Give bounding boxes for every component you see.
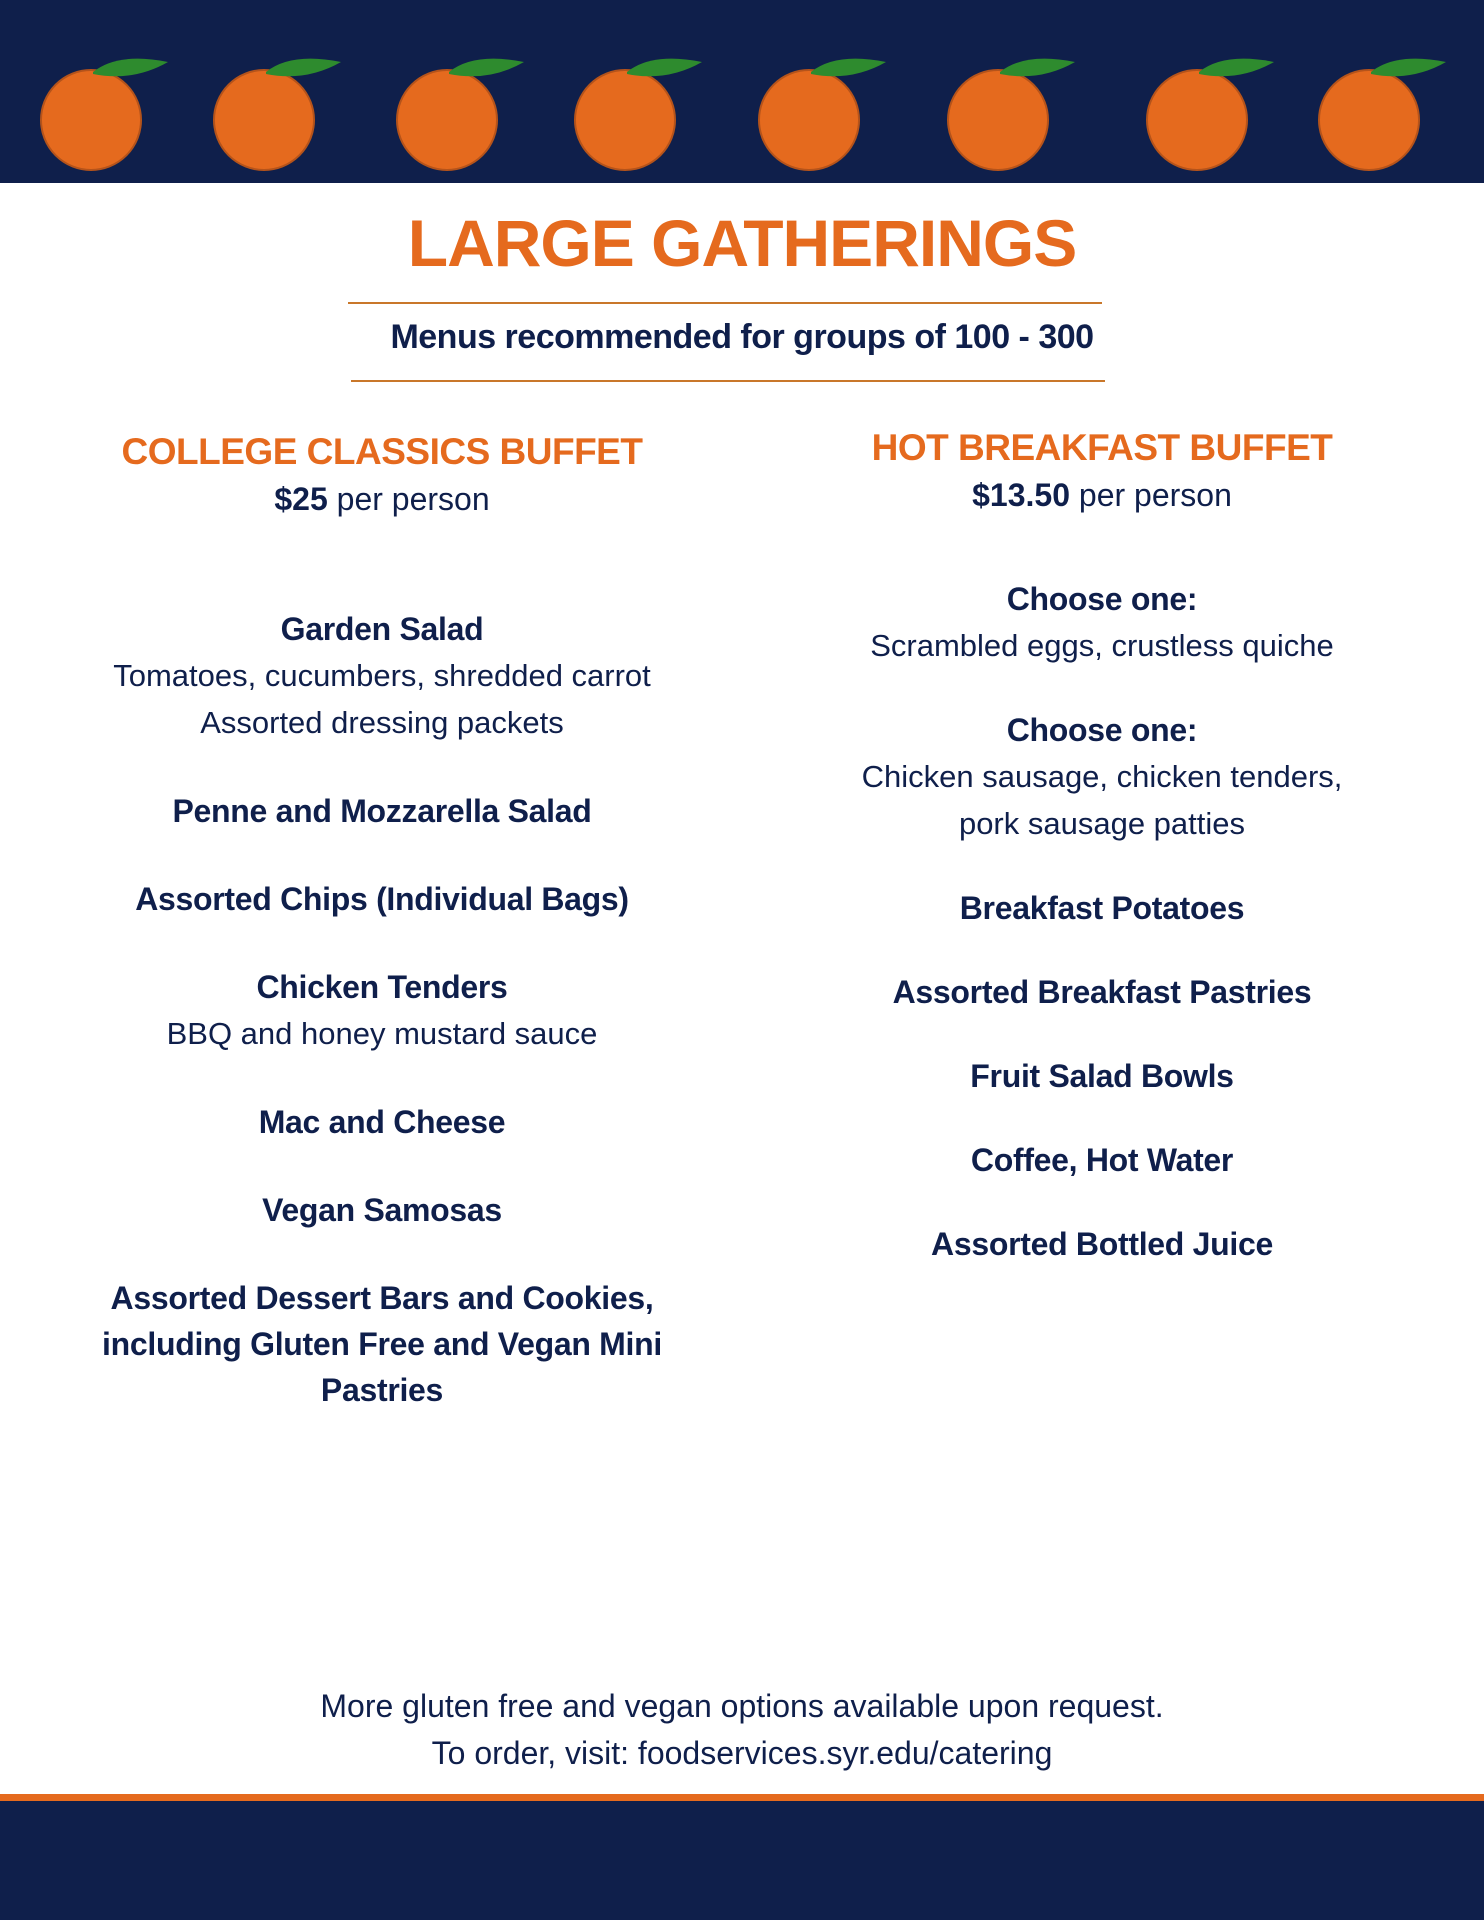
menu-item bbox=[792, 576, 1412, 669]
buffet-price bbox=[72, 476, 692, 522]
price-amount: $13.50 bbox=[972, 477, 1070, 513]
orange-fruit-icon bbox=[572, 52, 702, 176]
hot-breakfast-buffet bbox=[792, 424, 1412, 1267]
menu-item-desc: pork sausage patties bbox=[958, 806, 1246, 841]
orange-fruit-icon bbox=[211, 52, 341, 176]
price-unit: per person bbox=[1070, 477, 1232, 513]
page-subtitle: Menus recommended for groups of 100 - 300 bbox=[390, 318, 1094, 356]
page-title: LARGE GATHERINGS bbox=[407, 206, 1077, 280]
menu-item bbox=[72, 1275, 692, 1413]
price-unit: per person bbox=[327, 481, 490, 517]
menu-item-name: Penne and Mozzarella Salad bbox=[172, 793, 592, 829]
menu-item-name: Breakfast Potatoes bbox=[959, 890, 1245, 926]
menu-item bbox=[72, 1187, 692, 1233]
menu-item-desc: BBQ and honey mustard sauce bbox=[166, 1016, 598, 1051]
menu-item bbox=[72, 606, 692, 746]
menu-item bbox=[792, 969, 1412, 1015]
menu-item-name: Coffee, Hot Water bbox=[970, 1142, 1234, 1178]
menu-item-name: Assorted Bottled Juice bbox=[931, 1226, 1273, 1262]
orange-fruit-icon bbox=[1144, 52, 1274, 176]
buffet-title: COLLEGE CLASSICS BUFFET bbox=[121, 431, 643, 472]
price-amount: $25 bbox=[274, 481, 328, 517]
menu-item-name: Garden Salad bbox=[280, 611, 484, 647]
orange-fruit-icon bbox=[38, 52, 168, 176]
menu-item-name: Assorted Chips (Individual Bags) bbox=[135, 881, 629, 917]
footer-banner bbox=[0, 1801, 1484, 1920]
footer-note bbox=[0, 1683, 1484, 1777]
menu-item-name: Choose one: bbox=[1006, 712, 1198, 748]
orange-fruit-icon bbox=[945, 52, 1075, 176]
orange-fruit-icon bbox=[756, 52, 886, 176]
menu-item-desc: Chicken sausage, chicken tenders, bbox=[861, 759, 1343, 794]
menu-item-name: Fruit Salad Bowls bbox=[970, 1058, 1234, 1094]
orange-fruit-icon bbox=[1316, 52, 1446, 176]
menu-item bbox=[72, 788, 692, 834]
menu-item bbox=[792, 1137, 1412, 1183]
menu-item-name: Vegan Samosas bbox=[262, 1192, 502, 1228]
divider bbox=[351, 380, 1105, 382]
menu-item-desc: Tomatoes, cucumbers, shredded carrot bbox=[113, 658, 651, 693]
divider bbox=[348, 302, 1102, 304]
buffet-price bbox=[792, 472, 1412, 518]
menu-item-name: Assorted Breakfast Pastries bbox=[892, 974, 1312, 1010]
menu-item-name: Mac and Cheese bbox=[258, 1104, 506, 1140]
menu-item-name: Choose one: bbox=[1006, 581, 1198, 617]
footer-stripe bbox=[0, 1794, 1484, 1801]
menu-item-name: Assorted Dessert Bars and Cookies, including Gluten Free and Vegan Mini Pastries bbox=[102, 1280, 662, 1408]
college-classics-buffet bbox=[72, 428, 692, 1413]
menu-item-name: Chicken Tenders bbox=[256, 969, 508, 1005]
menu-item-desc: Assorted dressing packets bbox=[200, 705, 564, 740]
footer-link[interactable]: To order, visit: foodservices.syr.edu/catering bbox=[431, 1735, 1053, 1771]
menu-item bbox=[72, 876, 692, 922]
menu-item-desc: Scrambled eggs, crustless quiche bbox=[870, 628, 1334, 663]
orange-fruit-icon bbox=[394, 52, 524, 176]
header-banner bbox=[0, 0, 1484, 183]
footer-line: More gluten free and vegan options available upon request. bbox=[320, 1688, 1164, 1724]
menu-item bbox=[792, 885, 1412, 931]
menu-item bbox=[72, 964, 692, 1057]
menu-item bbox=[792, 1053, 1412, 1099]
menu-item bbox=[792, 707, 1412, 847]
buffet-title: HOT BREAKFAST BUFFET bbox=[871, 427, 1333, 468]
menu-item bbox=[792, 1221, 1412, 1267]
menu-item bbox=[72, 1099, 692, 1145]
